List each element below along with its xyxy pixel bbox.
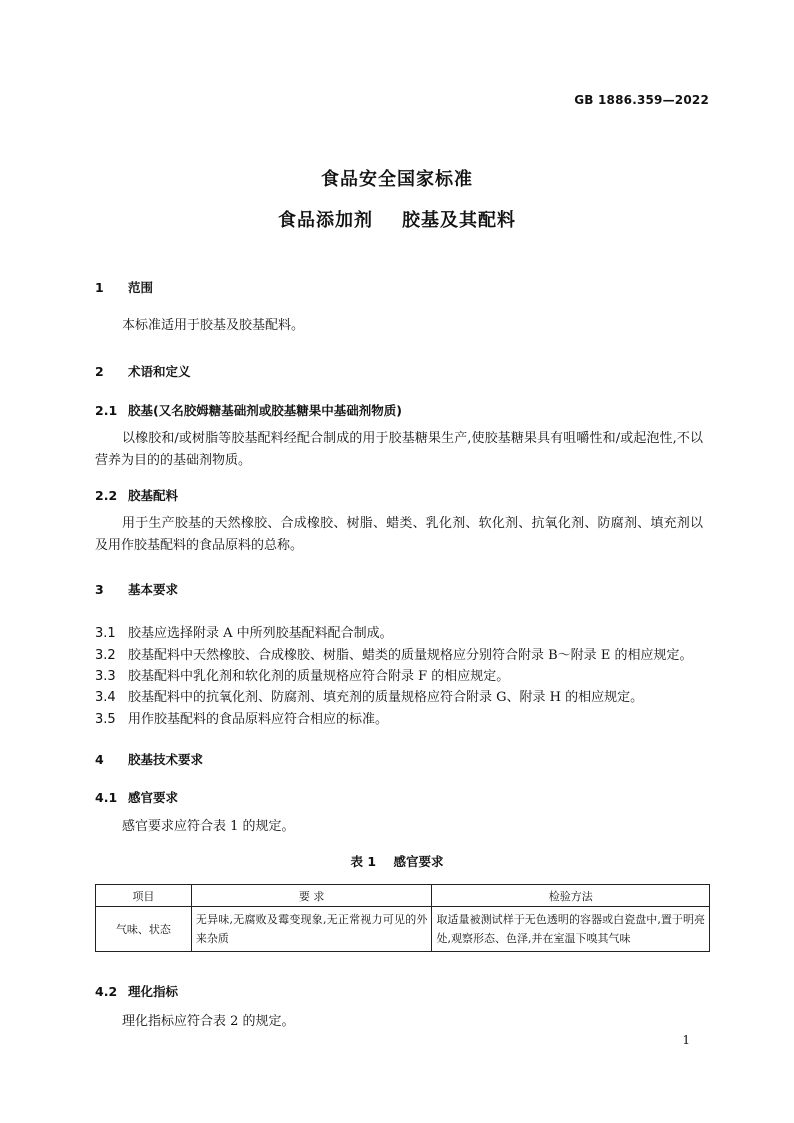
section-title: 范围 <box>128 280 154 295</box>
section-2-1-text: 以橡胶和/或树脂等胶基配料经配合制成的用于胶基糖果生产,使胶基糖果具有咀嚼性和/或起泡性,不以营养为目的的基础剂物质。 <box>95 431 703 468</box>
item-text: 胶基应选择附录 A 中所列胶基配料配合制成。 <box>128 626 393 641</box>
page-number: 1 <box>682 1033 690 1047</box>
document-subtitle: 食品添加剂 胶基及其配料 <box>277 210 517 231</box>
cell-method: 取适量被测试样于无色透明的容器或白瓷盘中,置于明亮处,观察形态、色泽,并在室温下嗅其气味 <box>432 907 710 952</box>
table-row <box>96 907 710 952</box>
requirement-item <box>95 622 393 641</box>
section-number: 2.2 <box>95 488 118 503</box>
section-title: 理化指标 <box>128 984 179 999</box>
standard-number: GB 1886.359—2022 <box>574 93 709 107</box>
item-number: 3.4 <box>95 690 116 705</box>
section-number: 1 <box>95 280 104 295</box>
sensory-requirements-table <box>95 884 710 952</box>
column-header-requirement: 要 求 <box>191 885 432 907</box>
requirement-item <box>95 644 692 663</box>
section-3-heading <box>95 580 178 598</box>
requirement-item <box>95 686 643 705</box>
section-number: 2.1 <box>95 403 118 418</box>
section-number: 2 <box>95 364 104 379</box>
section-title: 胶基(又名胶姆糖基础剂或胶基糖果中基础剂物质) <box>128 403 402 418</box>
section-1-heading <box>95 278 153 296</box>
column-header-method: 检验方法 <box>432 885 710 907</box>
section-title: 胶基技术要求 <box>128 752 204 767</box>
requirement-item <box>95 665 509 684</box>
document-title: 食品安全国家标准 <box>321 169 473 190</box>
item-text: 胶基配料中天然橡胶、合成橡胶、树脂、蜡类的质量规格应分别符合附录 B～附录 E 的相应规定。 <box>128 648 693 663</box>
item-text: 用作胶基配料的食品原料应符合相应的标准。 <box>128 712 389 727</box>
cell-item: 气味、状态 <box>96 907 192 952</box>
item-text: 胶基配料中的抗氧化剂、防腐剂、填充剂的质量规格应符合附录 G、附录 H 的相应规定。 <box>128 690 644 705</box>
section-4-2-text: 理化指标应符合表 2 的规定。 <box>122 1014 295 1029</box>
section-title: 感官要求 <box>128 790 179 805</box>
item-number: 3.3 <box>95 669 116 684</box>
section-title: 术语和定义 <box>128 364 191 379</box>
section-2-2-heading <box>95 486 178 504</box>
section-number: 3 <box>95 582 104 597</box>
section-4-heading <box>95 750 203 768</box>
section-title: 胶基配料 <box>128 488 179 503</box>
section-number: 4.1 <box>95 790 118 805</box>
cell-requirement: 无异味,无腐败及霉变现象,无正常视力可见的外来杂质 <box>191 907 432 952</box>
section-4-1-text: 感官要求应符合表 1 的规定。 <box>122 819 295 834</box>
section-title: 基本要求 <box>128 582 179 597</box>
section-4-2-heading <box>95 982 178 1000</box>
table-header-row <box>96 885 710 907</box>
section-2-2-text: 用于生产胶基的天然橡胶、合成橡胶、树脂、蜡类、乳化剂、软化剂、抗氧化剂、防腐剂、填充剂以及用作胶基配料的食品原料的总称。 <box>95 516 703 553</box>
section-4-1-heading <box>95 788 178 806</box>
item-number: 3.2 <box>95 648 116 663</box>
table-1-caption: 表 1 感官要求 <box>350 854 444 869</box>
section-2-heading <box>95 362 191 380</box>
item-text: 胶基配料中乳化剂和软化剂的质量规格应符合附录 F 的相应规定。 <box>128 669 510 684</box>
section-number: 4.2 <box>95 984 118 999</box>
column-header-item: 项目 <box>96 885 192 907</box>
section-2-1-heading <box>95 401 402 419</box>
item-number: 3.1 <box>95 626 116 641</box>
item-number: 3.5 <box>95 712 116 727</box>
section-number: 4 <box>95 752 104 767</box>
section-1-text: 本标准适用于胶基及胶基配料。 <box>122 318 305 333</box>
requirement-item <box>95 708 388 727</box>
